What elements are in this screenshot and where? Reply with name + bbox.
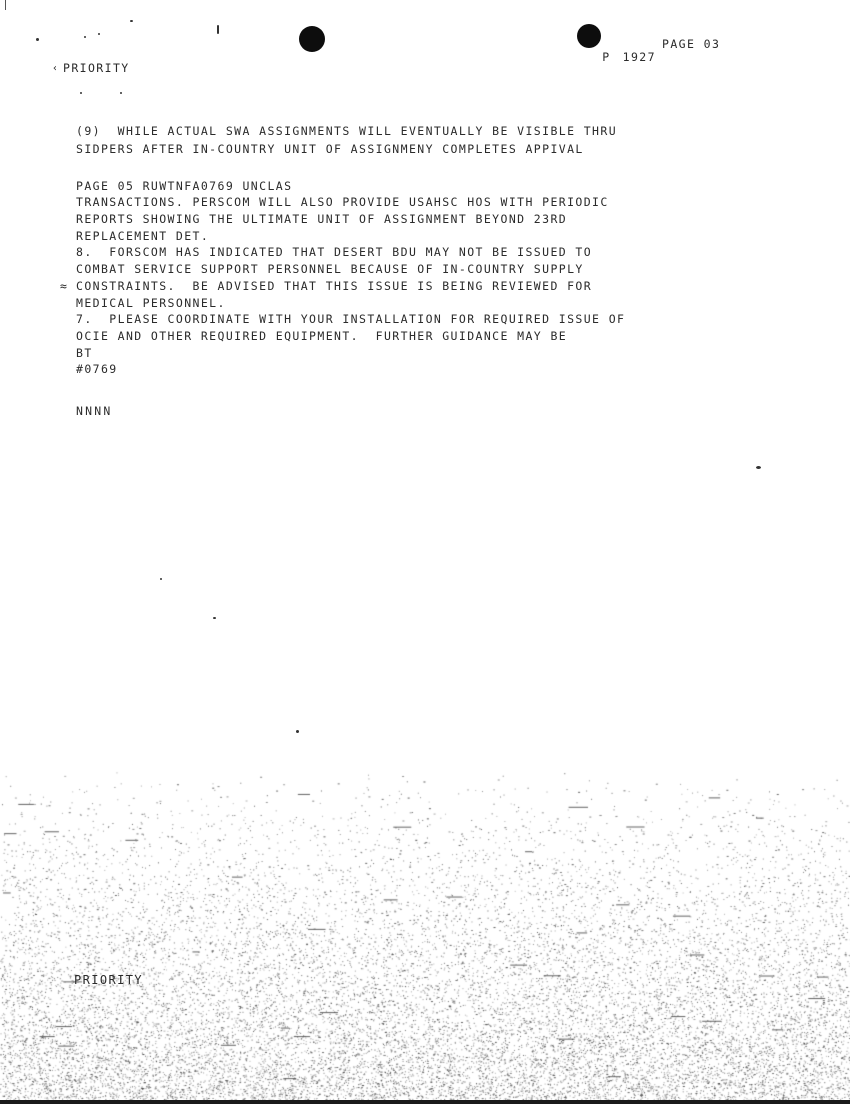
- body-line: 8. FORSCOM HAS INDICATED THAT DESERT BDU MAY NOT BE ISSUED TO: [76, 245, 593, 259]
- body-line: #0769: [76, 362, 118, 376]
- message-number: [569, 38, 656, 77]
- speck: [120, 92, 122, 94]
- speck: [217, 25, 219, 34]
- body-line: CONSTRAINTS. BE ADVISED THAT THIS ISSUE IS BEING REVIEWED FOR: [76, 279, 593, 293]
- speck: [98, 33, 100, 35]
- body-line: TRANSACTIONS. PERSCOM WILL ALSO PROVIDE USAHSC HOS WITH PERIODIC: [76, 195, 609, 209]
- body-line: MEDICAL PERSONNEL.: [76, 296, 226, 310]
- punch-hole-left: [299, 26, 325, 52]
- speck: [160, 578, 162, 580]
- body-line: SIDPERS AFTER IN-COUNTRY UNIT OF ASSIGNMENY COMPLETES APPIVAL: [76, 142, 584, 156]
- body-line: PAGE 05 RUWTNFA0769 UNCLAS: [76, 179, 293, 193]
- priority-bottom: PRIORITY: [74, 973, 143, 987]
- bottom-rule: [0, 1100, 850, 1104]
- end-marker: NNNN: [76, 404, 113, 418]
- body-line: BT: [76, 346, 93, 360]
- priority-top: PRIORITY: [63, 61, 130, 75]
- message-prefix: P: [602, 50, 611, 64]
- speck: [36, 38, 39, 41]
- corner-mark: [5, 0, 6, 10]
- body-line: COMBAT SERVICE SUPPORT PERSONNEL BECAUSE OF IN-COUNTRY SUPPLY: [76, 262, 584, 276]
- page-label: PAGE 03: [662, 37, 721, 51]
- body-line: REPORTS SHOWING THE ULTIMATE UNIT OF ASSIGNMENT BEYOND 23RD: [76, 212, 568, 226]
- message-number-value: 1927: [622, 50, 656, 64]
- body-line: 7. PLEASE COORDINATE WITH YOUR INSTALLATION FOR REQUIRED ISSUE OF: [76, 312, 626, 326]
- body-line: REPLACEMENT DET.: [76, 229, 210, 243]
- body-line: OCIE AND OTHER REQUIRED EQUIPMENT. FURTHER GUIDANCE MAY BE: [76, 329, 568, 343]
- margin-mark: ≈: [60, 279, 69, 293]
- speck: [213, 617, 216, 619]
- speck: [130, 20, 133, 22]
- speck: [756, 466, 761, 469]
- speck: [296, 730, 299, 733]
- speck: [84, 36, 86, 38]
- body-line: (9) WHILE ACTUAL SWA ASSIGNMENTS WILL EVENTUALLY BE VISIBLE THRU: [76, 124, 618, 138]
- priority-mark: ‹: [52, 63, 60, 74]
- speck: [80, 92, 82, 94]
